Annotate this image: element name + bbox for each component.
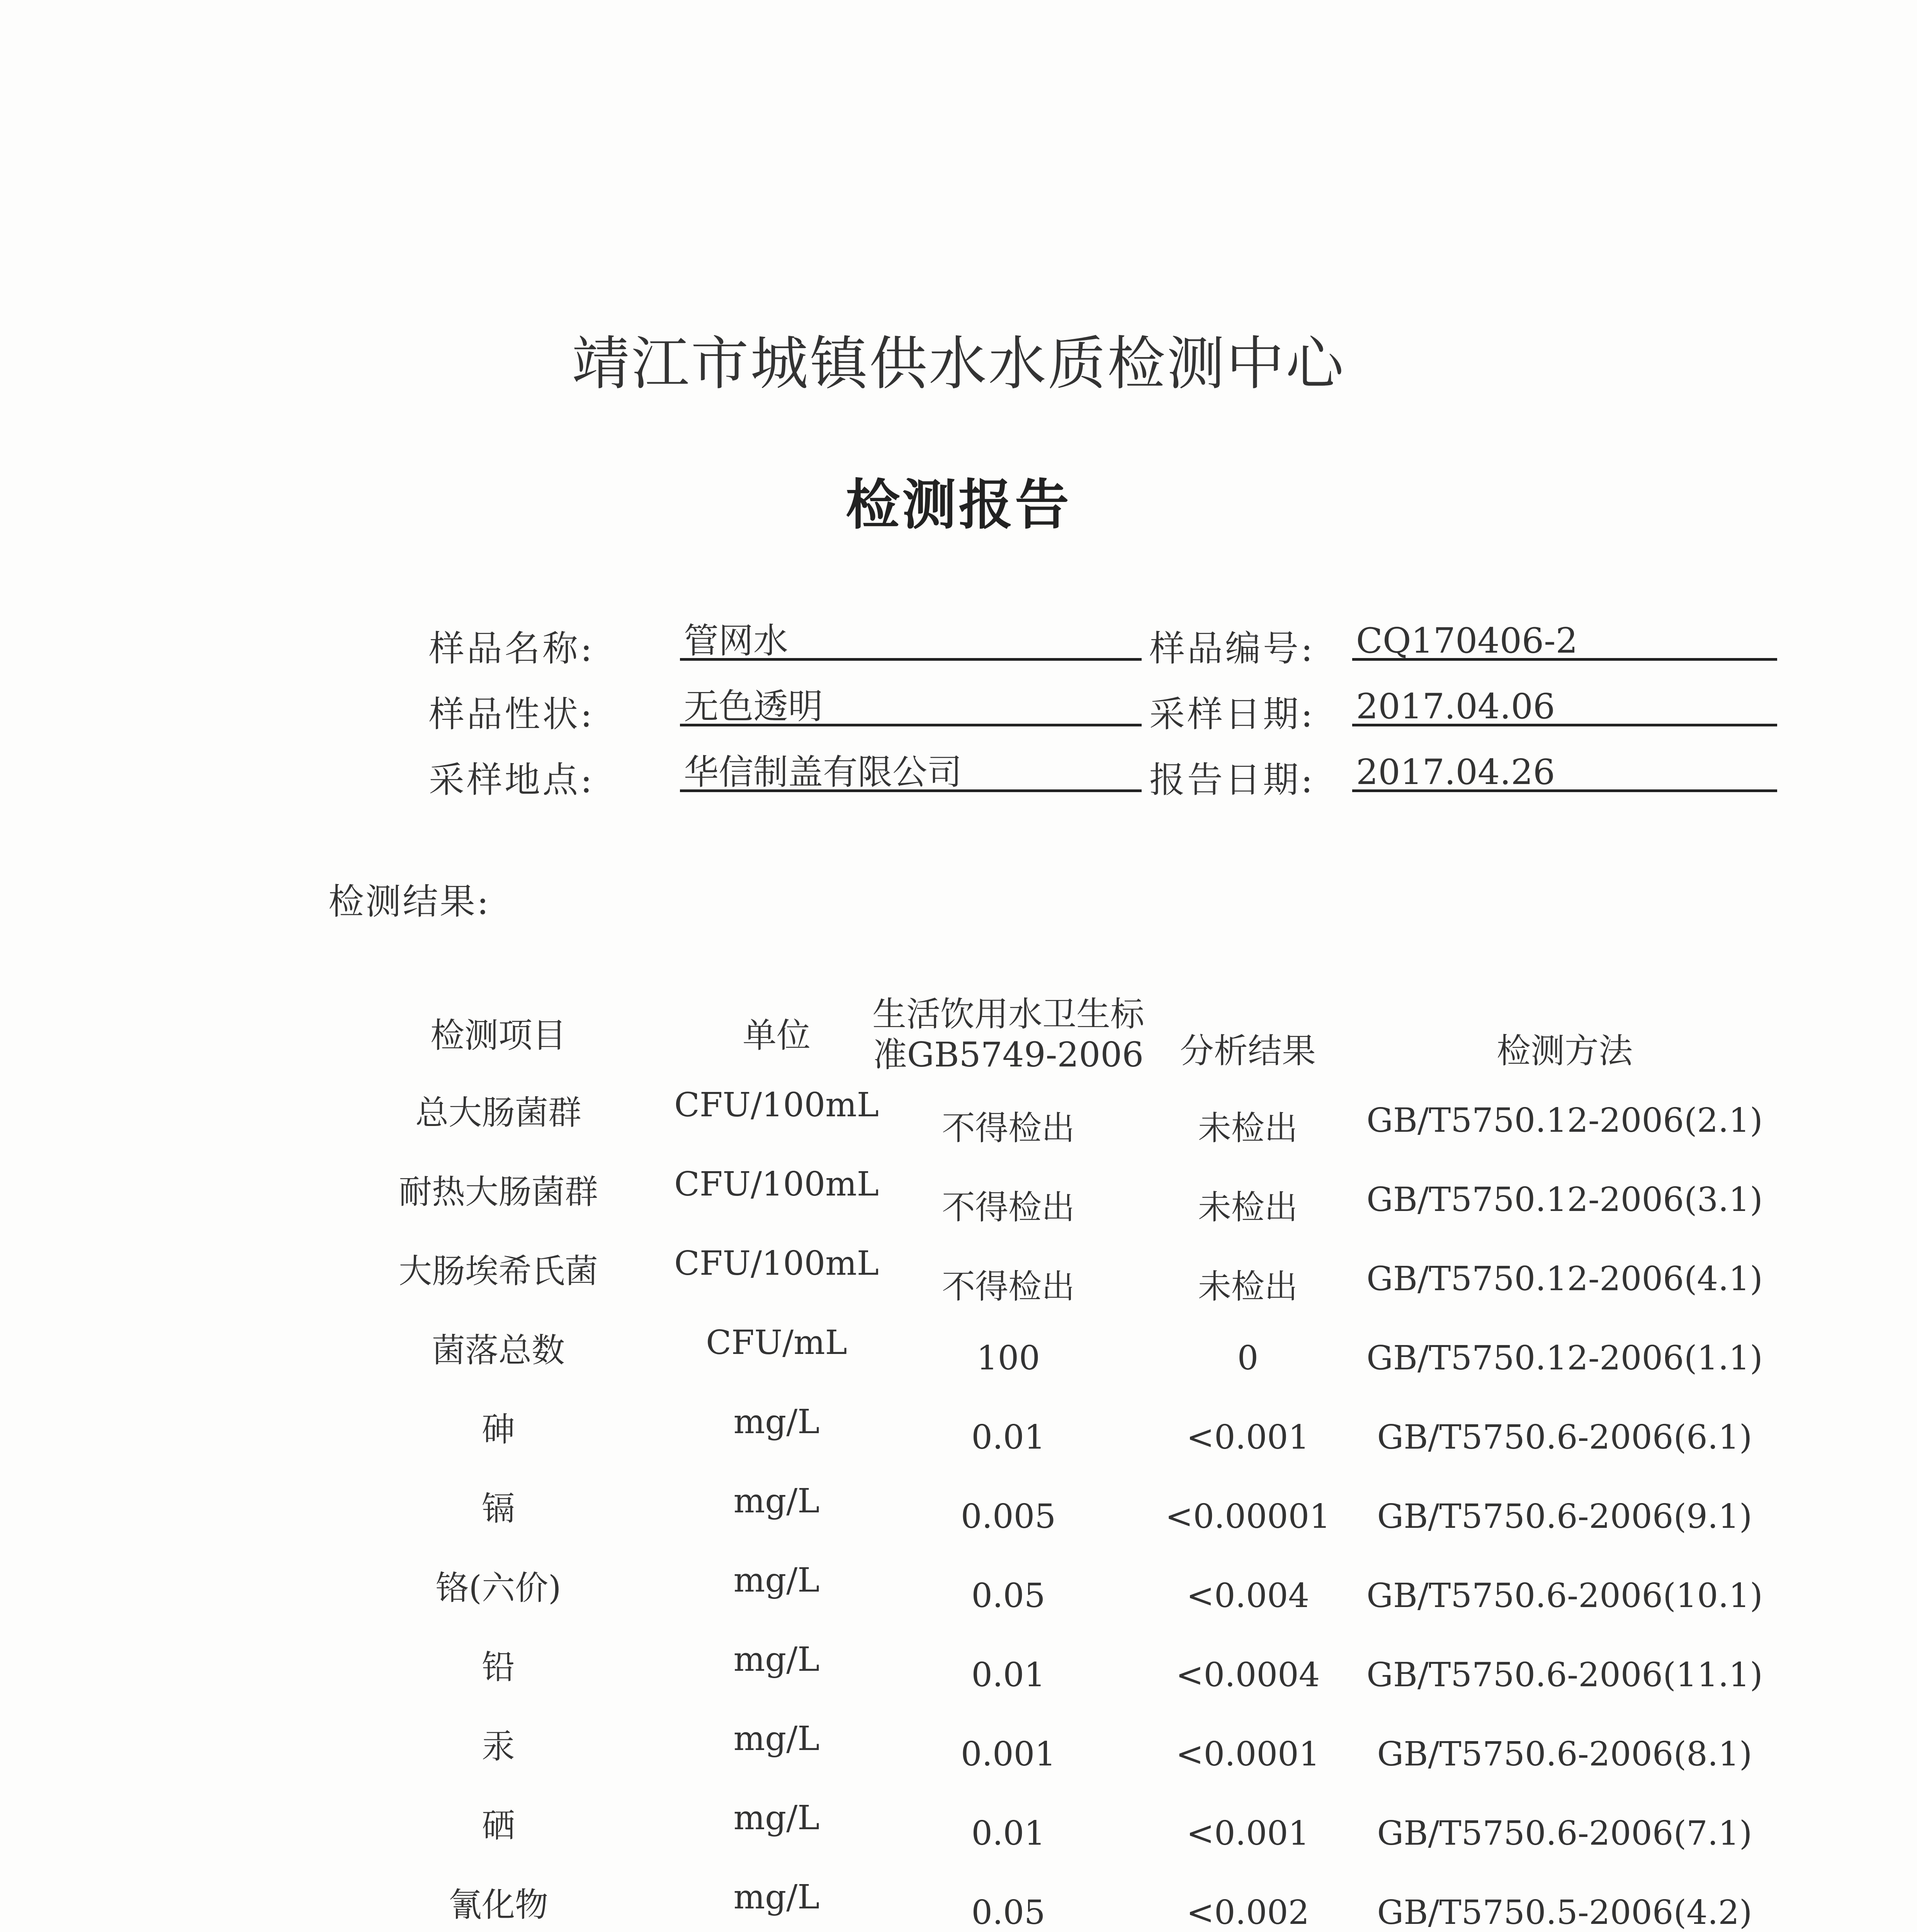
- cell-result: <0.0001: [1176, 1735, 1320, 1774]
- sample-name-label: 样品名称:: [429, 628, 595, 669]
- col-header-standard-line1: 生活饮用水卫生标: [872, 994, 1144, 1034]
- report-date-value: 2017.04.26: [1352, 750, 1777, 792]
- sample-nature-label: 样品性状:: [429, 694, 595, 735]
- cell-unit: mg/L: [733, 1878, 820, 1917]
- sample-no-label: 样品编号:: [1149, 628, 1315, 669]
- cell-result: 未检出: [1198, 1109, 1298, 1148]
- cell-method: GB/T5750.6-2006(8.1): [1377, 1735, 1752, 1774]
- cell-item: 铅: [482, 1648, 515, 1687]
- cell-standard: 0.01: [971, 1418, 1045, 1457]
- cell-standard: 不得检出: [942, 1188, 1075, 1227]
- cell-method: GB/T5750.6-2006(6.1): [1377, 1418, 1752, 1457]
- cell-method: GB/T5750.6-2006(9.1): [1377, 1497, 1752, 1536]
- sampling-site-label: 采样地点:: [429, 759, 595, 801]
- cell-result: 未检出: [1198, 1267, 1298, 1306]
- cell-unit: CFU/100mL: [674, 1244, 879, 1283]
- cell-standard: 0.01: [971, 1656, 1045, 1694]
- cell-item: 总大肠菌群: [415, 1094, 581, 1132]
- cell-result: 未检出: [1198, 1188, 1298, 1227]
- cell-unit: CFU/100mL: [674, 1165, 879, 1204]
- cell-unit: mg/L: [733, 1403, 820, 1441]
- col-header-item: 检测项目: [430, 1015, 566, 1055]
- cell-result: <0.001: [1186, 1814, 1310, 1853]
- cell-standard: 0.05: [971, 1577, 1045, 1615]
- results-section-label: 检测结果:: [328, 881, 490, 922]
- cell-method: GB/T5750.12-2006(3.1): [1366, 1180, 1763, 1219]
- cell-method: GB/T5750.6-2006(7.1): [1377, 1814, 1752, 1853]
- cell-result: <0.001: [1186, 1418, 1310, 1457]
- cell-method: GB/T5750.6-2006(11.1): [1366, 1656, 1763, 1694]
- cell-item: 镉: [482, 1490, 515, 1528]
- cell-method: GB/T5750.12-2006(2.1): [1366, 1101, 1763, 1140]
- sample-no-value: CQ170406-2: [1352, 618, 1777, 661]
- cell-result: 0: [1237, 1339, 1259, 1378]
- cell-standard: 0.001: [960, 1735, 1056, 1774]
- cell-standard: 不得检出: [942, 1109, 1075, 1148]
- cell-result: <0.002: [1186, 1893, 1310, 1932]
- cell-method: GB/T5750.5-2006(4.2): [1377, 1893, 1752, 1932]
- organization-title: 靖江市城镇供水水质检测中心: [571, 330, 1345, 398]
- cell-standard: 0.05: [971, 1893, 1045, 1932]
- cell-standard: 0.005: [960, 1497, 1056, 1536]
- cell-unit: CFU/100mL: [674, 1086, 879, 1124]
- cell-unit: mg/L: [733, 1719, 820, 1758]
- col-header-unit: 单位: [742, 1015, 811, 1055]
- cell-item: 砷: [482, 1410, 515, 1449]
- cell-result: <0.004: [1186, 1577, 1310, 1615]
- col-header-standard-line2: 准GB5749-2006: [873, 1035, 1144, 1075]
- sample-name-value: 管网水: [680, 618, 1142, 661]
- cell-item: 大肠埃希氏菌: [399, 1252, 598, 1291]
- sampling-date-value: 2017.04.06: [1352, 684, 1777, 726]
- sampling-date-label: 采样日期:: [1149, 694, 1315, 735]
- cell-standard: 100: [976, 1339, 1040, 1378]
- cell-unit: mg/L: [733, 1799, 820, 1837]
- cell-unit: CFU/mL: [706, 1323, 847, 1362]
- cell-item: 耐热大肠菌群: [399, 1173, 598, 1211]
- cell-item: 菌落总数: [432, 1331, 565, 1370]
- sample-nature-value: 无色透明: [680, 684, 1142, 726]
- sampling-site-value: 华信制盖有限公司: [680, 750, 1142, 792]
- cell-method: GB/T5750.6-2006(10.1): [1366, 1577, 1763, 1615]
- report-title: 检测报告: [845, 473, 1071, 537]
- cell-unit: mg/L: [733, 1640, 820, 1679]
- cell-standard: 不得检出: [942, 1267, 1075, 1306]
- cell-method: GB/T5750.12-2006(4.1): [1366, 1260, 1763, 1298]
- cell-item: 硒: [482, 1806, 515, 1845]
- report-date-label: 报告日期:: [1149, 759, 1315, 801]
- cell-item: 铬(六价): [435, 1569, 561, 1607]
- cell-method: GB/T5750.12-2006(1.1): [1366, 1339, 1763, 1378]
- cell-item: 汞: [482, 1727, 515, 1766]
- cell-result: <0.00001: [1165, 1497, 1331, 1536]
- col-header-result: 分析结果: [1179, 1031, 1316, 1071]
- cell-result: <0.0004: [1176, 1656, 1320, 1694]
- cell-unit: mg/L: [733, 1482, 820, 1520]
- cell-standard: 0.01: [971, 1814, 1045, 1853]
- col-header-method: 检测方法: [1496, 1031, 1633, 1071]
- cell-item: 氰化物: [449, 1886, 548, 1924]
- cell-unit: mg/L: [733, 1561, 820, 1600]
